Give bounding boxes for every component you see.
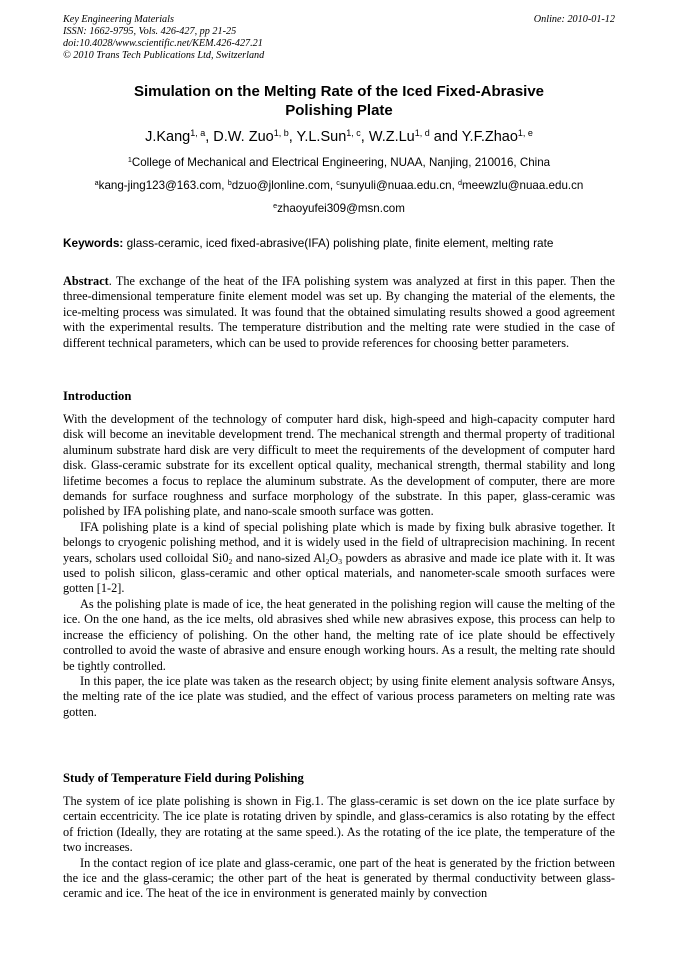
author-affil-mark: 1, e <box>517 128 533 139</box>
author-name: W.Z.Lu <box>368 129 415 145</box>
paragraph: In this paper, the ice plate was taken as the research object; by using finite element analysis software Ansys, the melting rate of the ice plate was studied, and the effect of various process parameters on melting rate was gotten. <box>63 673 615 719</box>
study-body <box>63 794 615 902</box>
text-run: O <box>329 550 339 565</box>
text-run: powders as abrasive and made ice plate with it. It was used to polish silicon, glass-ceramic and other optical materials, and nanometer-scale smooth surfaces were gotten [1-2]. <box>63 550 615 596</box>
affiliation <box>63 156 615 170</box>
subscript: 3 <box>338 556 343 566</box>
text-run: and nano-sized Al <box>232 550 326 565</box>
email-address: sunyuli@nuaa.edu.cn, <box>339 179 459 192</box>
email-mark: b <box>227 178 232 188</box>
email-line-2 <box>63 202 615 216</box>
doi-line: doi:10.4028/www.scientific.net/KEM.426-427.21 <box>63 38 263 49</box>
paragraph: The system of ice plate polishing is shown in Fig.1. The glass-ceramic is set down on the ice plate surface by certain eccentricity. The ice plate is rotating driven by spindle, and glass-ceramics is also rotating by the effect of friction (Ideally, they are rotating at the same speed.). As the rotating of the ice plate, the temperature of the two increases. <box>63 794 615 855</box>
title-line-2: Polishing Plate <box>285 102 393 119</box>
author-separator: , <box>288 129 297 145</box>
email-address: meewzlu@nuaa.edu.cn <box>462 179 584 192</box>
author-separator: , <box>205 129 214 145</box>
paper-title <box>63 82 615 120</box>
author-name: J.Kang <box>145 129 191 145</box>
email-address: zhaoyufei309@msn.com <box>277 202 405 215</box>
keywords-label: Keywords: <box>63 236 124 250</box>
email-mark: a <box>94 178 99 188</box>
author-name: Y.L.Sun <box>296 129 347 145</box>
email-mark: e <box>273 201 278 211</box>
paragraph: With the development of the technology of computer hard disk, high-speed and high-capacity computer hard disk will become an inevitable development trend. The mechanical strength and thermal property of traditional aluminum substrate hard disk are very difficult to meet the requirements of the development of computer hard disk. Glass-ceramic substrate for its excellent optical quality, mechanical strength, thermal stability and long lifetime becomes a focus to replace the aluminum substrate. As the development of computer, there are more demands for surface roughness and surface morphology of the substrate. In this paper, glass-ceramic was polished by IFA polishing plate, and nano-scale smooth surface was gotten. <box>63 412 615 519</box>
author-affil-mark: 1, a <box>190 128 206 139</box>
text-run: IFA polishing plate is a kind of special polishing plate which is made by fixing bulk abrasive together. It belongs to cryogenic polishing method, and it is widely used in the field of ultraprecision machining. In recent years, scholars used colloidal Si0 <box>63 519 615 565</box>
author-name: D.W. Zuo <box>213 129 274 145</box>
paragraph: As the polishing plate is made of ice, the heat generated in the polishing region will cause the melting of the ice. On the one hand, as the ice melts, old abrasives shed while new abrasives expose, this process can help to increase the efficiency of polishing. On the other hand, the melting rate of ice plate should be effectively controlled to avoid the waste of abrasive and ensure enough working hours. As a result, the melting rate should be tightly controlled. <box>63 596 615 673</box>
email-address: dzuo@jlonline.com, <box>231 179 337 192</box>
author-list <box>63 128 615 146</box>
online-date: Online: 2010-01-12 <box>533 14 615 25</box>
abstract <box>63 274 615 351</box>
subscript: 2 <box>325 556 330 566</box>
title-line-1: Simulation on the Melting Rate of the Iced Fixed-Abrasive <box>133 83 545 100</box>
issn-line: ISSN: 1662-9795, Vols. 426-427, pp 21-25 <box>63 26 237 37</box>
journal-name: Key Engineering Materials <box>63 14 174 25</box>
journal-header <box>63 14 264 62</box>
subscript: 2 <box>228 556 233 566</box>
email-mark: d <box>458 178 463 188</box>
author-separator: , <box>360 129 369 145</box>
keywords-text: glass-ceramic, iced fixed-abrasive(IFA) polishing plate, finite element, melting rate <box>123 236 554 250</box>
affiliation-text: College of Mechanical and Electrical Engineering, NUAA, Nanjing, 210016, China <box>131 156 551 169</box>
author-affil-mark: 1, b <box>273 128 289 139</box>
section-heading-study: Study of Temperature Field during Polishing <box>63 771 304 785</box>
copyright-line: © 2010 Trans Tech Publications Ltd, Switzerland <box>63 50 265 61</box>
author-and: and <box>429 129 462 145</box>
paragraph <box>63 520 615 597</box>
affiliation-mark: 1 <box>127 155 132 165</box>
author-name: Y.F.Zhao <box>461 129 518 145</box>
author-affil-mark: 1, d <box>414 128 430 139</box>
introduction-body <box>63 412 615 720</box>
abstract-label: Abstract <box>63 274 109 288</box>
author-affil-mark: 1, c <box>346 128 361 139</box>
keywords <box>63 236 615 250</box>
email-address: kang-jing123@163.com, <box>98 179 228 192</box>
email-mark: c <box>336 178 340 188</box>
abstract-text: . The exchange of the heat of the IFA polishing system was analyzed at first in this paper. Then the three-dimensional temperature finite element model was set up. By changing the material of the elements, the ice-melting process was simulated. It was found that the obtained simulating results showed a good agreement with the experimental results. The temperature distribution and the melting rate were studied in the case of different technical parameters, which can be used to provide references for choosing better parameters. <box>63 274 615 350</box>
paragraph: In the contact region of ice plate and glass-ceramic, one part of the heat is generated by the friction between the ice and the glass-ceramic; the other part of the heat is generated by thermal conductivity between glass-ceramic and ice. The heat of the ice in environment is generated mainly by convection <box>63 855 615 901</box>
section-heading-introduction: Introduction <box>63 389 132 403</box>
email-list <box>63 179 615 193</box>
